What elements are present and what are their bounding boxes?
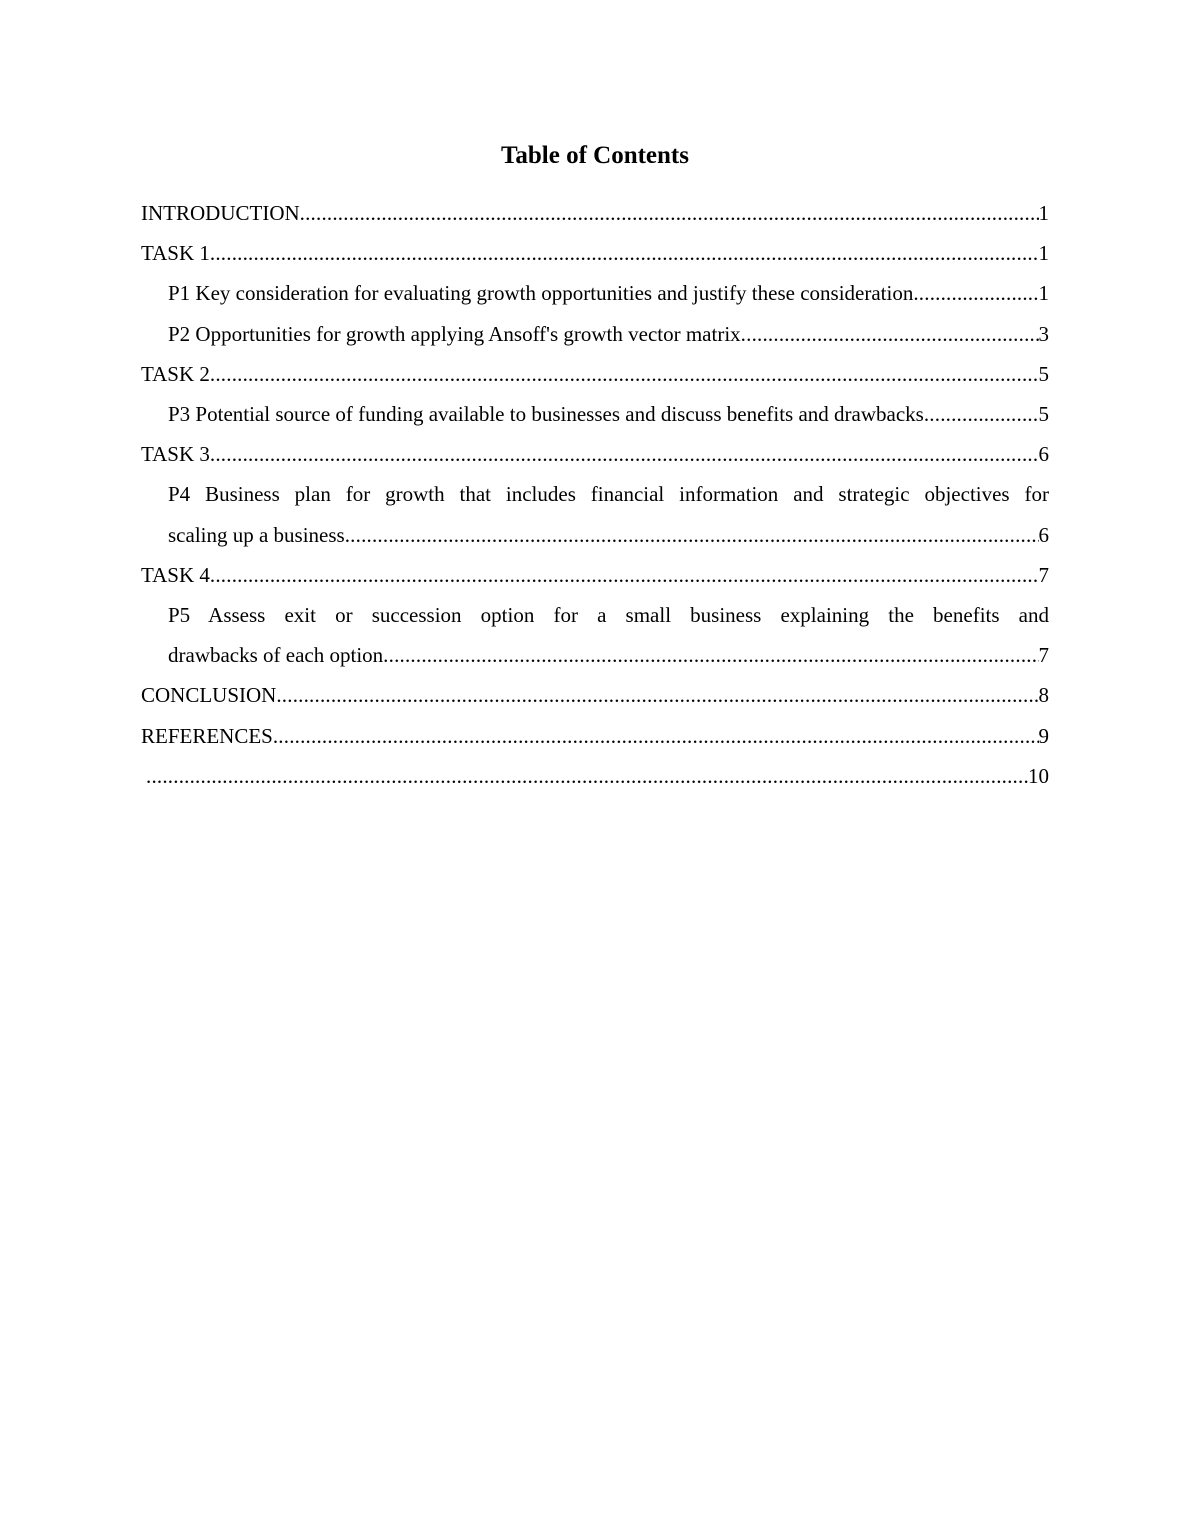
dot-leader [913, 273, 1038, 313]
toc-entry-label: REFERENCES [141, 723, 273, 748]
toc-entry-p3[interactable] [168, 394, 1049, 434]
toc-entry-conclusion[interactable] [141, 675, 1049, 715]
dot-leader [210, 354, 1039, 394]
toc-entry-p2[interactable] [168, 314, 1049, 354]
toc-page-number: 1 [1038, 201, 1049, 225]
toc-entry-unlabeled[interactable] [141, 756, 1049, 796]
toc-page-number: 8 [1038, 683, 1049, 708]
dot-leader [210, 233, 1039, 273]
dot-leader [276, 675, 1038, 715]
toc-entry-label-line1: P4 Business plan for growth that includes financial information and strategic objectives for [168, 482, 1049, 507]
toc-entry-label: P1 Key consideration for evaluating growth opportunities and justify these consideration [168, 281, 914, 306]
dot-leader [146, 756, 1028, 796]
toc-entry-label-line2: drawbacks of each option [168, 643, 384, 668]
toc-entry-task-4[interactable] [141, 555, 1049, 595]
toc-page-number: 7 [1038, 562, 1049, 587]
dot-leader [383, 635, 1038, 675]
toc-page-number: 6 [1038, 442, 1049, 467]
toc-page-number: 7 [1038, 643, 1049, 668]
toc-entry-p4[interactable] [168, 474, 1049, 554]
toc-title: Table of Contents [501, 142, 689, 169]
toc-entry-task-1[interactable] [141, 233, 1049, 273]
toc-page-number: 3 [1038, 321, 1049, 346]
toc-entry-references[interactable] [141, 716, 1049, 756]
toc-entry-label: INTRODUCTION [141, 201, 300, 225]
toc-entry-task-2[interactable] [141, 354, 1049, 394]
toc-page-number: 9 [1038, 723, 1049, 748]
toc-entry-label: TASK 4 [141, 562, 210, 587]
dot-leader [210, 555, 1039, 595]
toc-entry-label-line1: P5 Assess exit or succession option for a small business explaining the benefits and [168, 603, 1049, 628]
toc-page-number: 5 [1038, 361, 1049, 386]
dot-leader [345, 515, 1039, 555]
dot-leader [300, 193, 1039, 233]
toc-page-number: 5 [1038, 402, 1049, 427]
toc-page-number: 6 [1038, 522, 1049, 547]
toc-entry-label: P2 Opportunities for growth applying Ansoff's growth vector matrix [168, 321, 741, 346]
toc-page-number: 1 [1038, 281, 1049, 306]
toc-entry-label-line2: scaling up a business [168, 522, 345, 547]
toc-entry-introduction[interactable] [141, 193, 1049, 233]
dot-leader [924, 394, 1039, 434]
table-of-contents [141, 193, 1049, 796]
dot-leader [273, 716, 1039, 756]
toc-entry-p5[interactable] [168, 595, 1049, 675]
dot-leader [210, 434, 1039, 474]
toc-entry-label: P3 Potential source of funding available to businesses and discuss benefits and drawbacks [168, 402, 924, 427]
toc-page-number: 1 [1038, 241, 1049, 266]
toc-entry-label: TASK 3 [141, 442, 210, 467]
toc-entry-label: TASK 1 [141, 241, 210, 266]
dot-leader [741, 314, 1039, 354]
toc-page-number: 10 [1028, 763, 1049, 788]
toc-entry-label: TASK 2 [141, 361, 210, 386]
toc-entry-label: CONCLUSION [141, 683, 277, 708]
toc-entry-p1[interactable] [168, 273, 1049, 313]
toc-entry-task-3[interactable] [141, 434, 1049, 474]
